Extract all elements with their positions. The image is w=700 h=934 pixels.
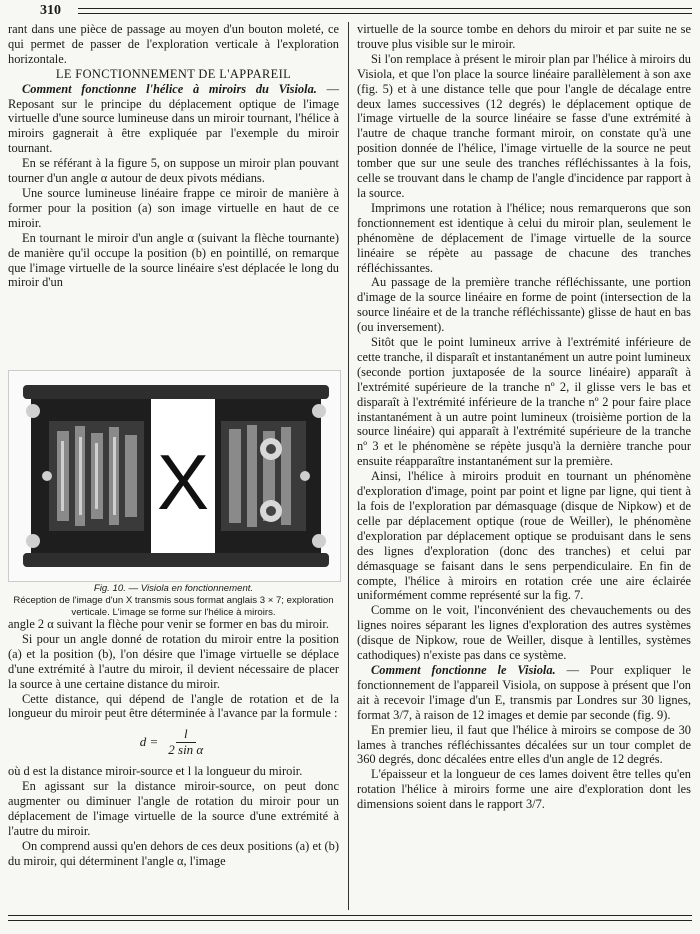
- paragraph: Imprimons une rotation à l'hélice; nous remarquerons que son fonctionnement est identique à celui du miroir plan, seulement le phénomène de déplacement de l'image virtuelle de la source linéaire se répète au passage de chacune des tranches réfléchissantes.: [357, 200, 691, 275]
- column-divider: [348, 22, 349, 910]
- paragraph: En se référant à la figure 5, on suppose un miroir plan pouvant tourner d'un angle α autour de deux pivots médians.: [8, 156, 339, 186]
- paragraph: On comprend aussi qu'en dehors de ces deux positions (a) et (b) du miroir, qui déterminent l'angle α, l'image: [8, 838, 339, 868]
- paragraph: Si l'on remplace à présent le miroir plan par l'hélice à miroirs du Visiola, et que l'on place la source linéaire parallèlement à son axe (fig. 5) et à une distance telle que pour l'angle de décalage entre deux lames successives (12 degrés) le déplacement optique de l'image virtuelle de la source linéaire se fasse d'une extrémité à l'autre de chaque tranche formant miroir, on constate qu'à une position donnée de l'hélice, l'image virtuelle de la source ne peut tomber que sur une seule des tranches réfléchissantes à la fois, celle se trouvant dans le champ de l'angle d'incidence par rapport à la source.: [357, 51, 691, 200]
- figure-photo: [8, 370, 341, 582]
- section-title: LE FONCTIONNEMENT DE L'APPAREIL: [55, 66, 292, 81]
- formula-numerator: l: [176, 727, 196, 743]
- right-column: [357, 22, 691, 812]
- formula: [8, 727, 339, 758]
- figure-caption: [8, 583, 339, 619]
- paragraph: Une source lumineuse linéaire frappe ce miroir de manière à former pour la position (a) son image virtuelle en haut de ce miroir.: [8, 185, 339, 230]
- paragraph: Comme on le voit, l'inconvénient des chevauchements ou des lignes noires séparant les lignes d'exploration des autres systèmes (disque de Nipkow, roue de Weiller, disque à lentilles, systèmes cathodiques) n'existe pas dans ce système.: [357, 603, 691, 663]
- paragraph: Ainsi, l'hélice à miroirs produit en tournant un phénomène d'exploration d'image, point par point et ligne par ligne, qui tient à la fois de l'exploration par démasquage (disque de Nipkow) et de celle par déplacement optique (roue de Weiller), le phénomène d'exploration par déplacement optique se produisant dans le sens des lignes d'exploration (donc des tranches) et celui par démasquage se faisant dans le sens perpendiculaire. En fin de compte, l'hélice à miroirs en rotation crée une aire éclairée uniformément comme représenté sur la fig. 7.: [357, 469, 691, 603]
- paragraph: [8, 82, 339, 157]
- formula-denominator: 2 sin α: [168, 742, 204, 758]
- paragraph: où d est la distance miroir-source et l la longueur du miroir.: [8, 764, 303, 779]
- caption-title: Fig. 10. — Visiola en fonctionnement.: [93, 583, 254, 594]
- formula-fraction: [164, 727, 207, 758]
- formula-lhs: d =: [139, 734, 159, 750]
- header-rule: [78, 8, 692, 14]
- paragraph: Sitôt que le point lumineux arrive à l'extrémité inférieure de cette tranche, il disparaît et instantanément un autre point lumineux (seconde portion juxtaposée de la source linéaire) apparaît à l'extrémité supérieure de la tranche nº 2, il glisse vers le bas et disparaît à l'extrémité inférieure de la tranche nº 2 pour faire place instantanément à un autre point lumineux (troisième portion de la source linéaire) qui apparaît à l'extrémité supérieure de la tranche nº 3 et le phénomène se répète jusqu'à la dernière tranche pour ensuite réapparaître instantanément sur la première.: [357, 335, 691, 469]
- paragraph: En premier lieu, il faut que l'hélice à miroirs se compose de 30 lames à tranches réfléchissantes décalées sur un tour complet de 360 degrés, donc décalées entre elles d'un angle de 12 degrés.: [357, 722, 691, 767]
- subsection-title: Comment fonctionne l'hélice à miroirs du Visiola.: [22, 81, 317, 96]
- paragraph: virtuelle de la source tombe en dehors du miroir et par suite ne se trouve plus visible sur le miroir.: [357, 22, 691, 51]
- paragraph: Cette distance, qui dépend de l'angle de rotation et de la longueur du miroir peut être déterminée à l'avance par la formule :: [8, 691, 339, 721]
- caption-text: Réception de l'image d'un X transmis sous format anglais 3 × 7; exploration verticale. L'image se forme sur l'hélice à miroirs.: [13, 595, 334, 618]
- paragraph: Au passage de la première tranche réfléchissante, une portion d'image de la source linéaire en forme de point (intersection de la source linéaire et de la tranche réfléchissante) glisse de haut en bas (ou inversement).: [357, 275, 691, 335]
- footer-rule: [8, 915, 692, 921]
- left-column-bottom: [8, 617, 339, 869]
- paragraph-text: — Reposant sur le principe du déplacement optique de l'image virtuelle d'une source lumineuse dans un miroir tournant, l'hélice à miroirs gagnerait à être expliquée par l'exemple du miroir tournant.: [8, 81, 339, 156]
- paragraph: L'épaisseur et la longueur de ces lames doivent être telles qu'en rotation l'hélice à miroirs forme une aire d'exploration dont les dimensions soient dans le rapport 3/7.: [357, 767, 691, 812]
- left-column-top: [8, 22, 339, 290]
- paragraph: En tournant le miroir d'un angle α (suivant la flèche tournante) de manière qu'il occupe la position (b) en pointillé, on remarque que l'image virtuelle de la source linéaire s'est déplacée le long du miroir d'un: [8, 230, 339, 290]
- paragraph: rant dans une pièce de passage au moyen d'un bouton moleté, ce qui permet de passer de l'exploration verticale à l'exploration horizontale.: [8, 22, 339, 66]
- paragraph: En agissant sur la distance miroir-source, on peut donc augmenter ou diminuer l'angle de rotation du miroir pour un déplacement de l'image virtuelle de la source d'une extrémité à l'autre du miroir.: [8, 779, 339, 838]
- subsection-title: Comment fonctionne le Visiola.: [371, 662, 556, 677]
- figure-x-letter: X: [156, 438, 210, 526]
- visiola-apparatus-photo: [9, 371, 340, 581]
- paragraph: [357, 663, 691, 723]
- paragraph-text: — Pour expliquer le fonctionnement de l'appareil Visiola, on suppose à présent que l'on ait à recevoir l'image d'un E, transmis par Londres sur 30 lignes, format 3/7, à raison de 12 images et demie par seconde (fig. 9).: [357, 662, 691, 722]
- paragraph: angle 2 α suivant la flèche pour venir se former en bas du miroir.: [8, 617, 329, 631]
- paragraph: Si pour un angle donné de rotation du miroir entre la position (a) et la position (b), l'on désire que l'image virtuelle se déplace d'une extrémité à l'autre du miroir, il devient nécessaire de placer la source à une certaine distance du miroir.: [8, 631, 339, 691]
- page-number: 310: [40, 3, 61, 18]
